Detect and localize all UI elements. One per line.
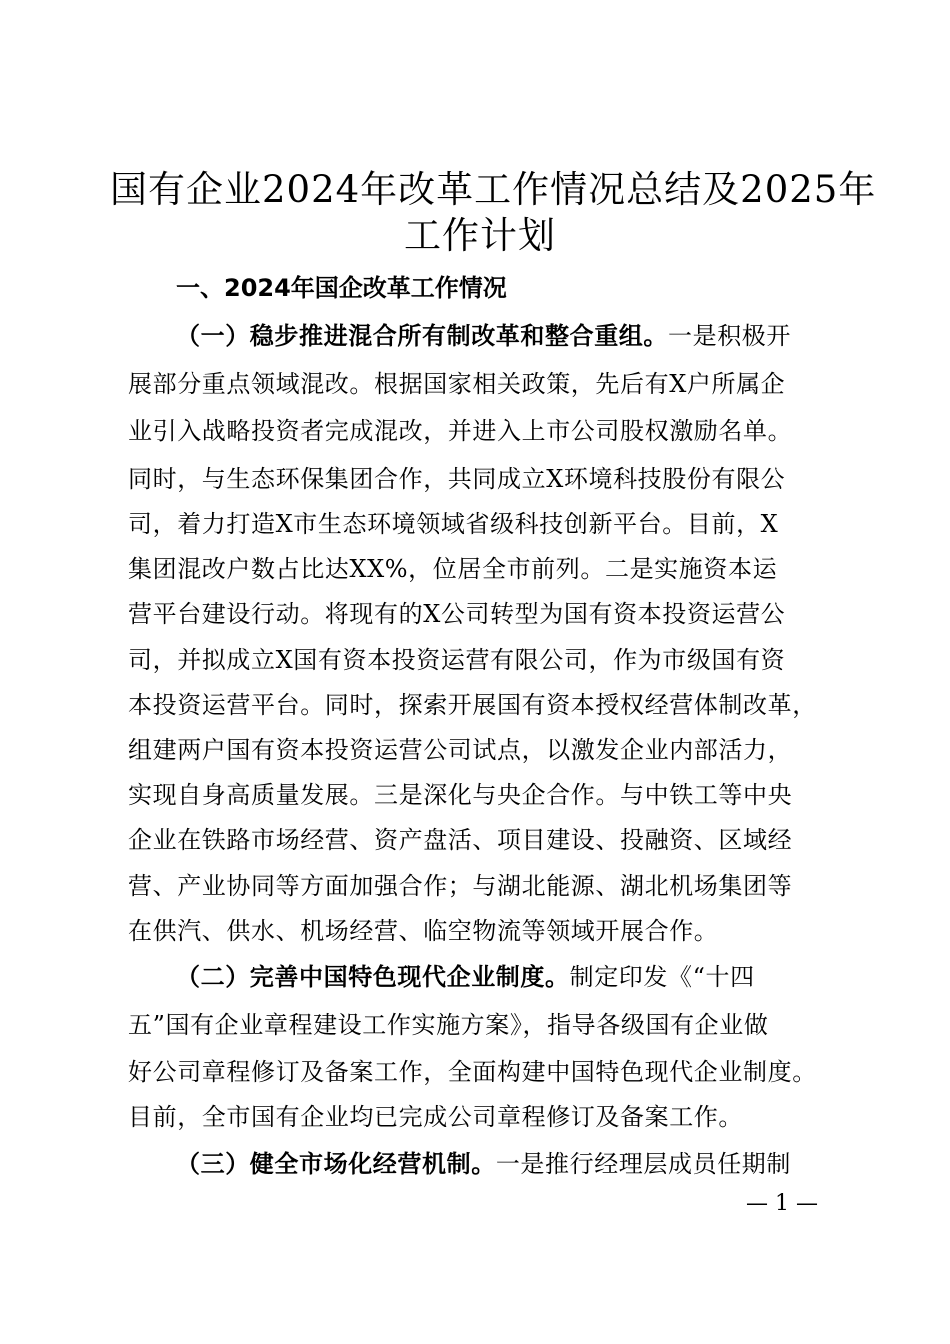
page-number: — 1 — xyxy=(746,1191,818,1216)
document-title-line-2: 工作计划 xyxy=(404,214,556,257)
paragraph-line: 实现自身高质量发展。三是深化与央企合作。与中铁工等中央 xyxy=(128,781,793,809)
paragraph-line: 营、产业协同等方面加强合作；与湖北能源、湖北机场集团等 xyxy=(128,872,793,900)
paragraph-text: 制定印发《“十四 xyxy=(569,963,755,991)
paragraph-line: 五”国有企业章程建设工作实施方案》，指导各级国有企业做 xyxy=(128,1011,769,1039)
paragraph-line xyxy=(176,957,828,997)
paragraph-subheading: （一）稳步推进混合所有制改革和整合重组。 xyxy=(176,322,668,350)
paragraph-line: 在供汽、供水、机场经营、临空物流等领域开展合作。 xyxy=(128,917,719,945)
paragraph-line: 营平台建设行动。将现有的X公司转型为国有资本投资运营公 xyxy=(128,600,786,628)
section-heading: 一、2024年国企改革工作情况 xyxy=(176,274,507,302)
paragraph-text: 一是推行经理层成员任期制 xyxy=(495,1150,792,1178)
paragraph-subheading: （三）健全市场化经营机制。 xyxy=(176,1150,496,1178)
paragraph-line: 同时，与生态环保集团合作，共同成立X环境科技股份有限公 xyxy=(128,465,786,493)
paragraph-line: 业引入战略投资者完成混改，并进入上市公司股权激励名单。 xyxy=(128,417,793,445)
paragraph-subheading: （二）完善中国特色现代企业制度。 xyxy=(176,963,570,991)
paragraph-line: 组建两户国有资本投资运营公司试点，以激发企业内部活力， xyxy=(128,736,793,764)
paragraph-line: 企业在铁路市场经营、资产盘活、项目建设、投融资、区域经 xyxy=(128,826,793,854)
paragraph-line: 司，并拟成立X国有资本投资运营有限公司，作为市级国有资 xyxy=(128,646,786,674)
paragraph-line: 展部分重点领域混改。根据国家相关政策，先后有X户所属企 xyxy=(128,370,786,398)
paragraph-line: 目前，全市国有企业均已完成公司章程修订及备案工作。 xyxy=(128,1103,743,1131)
paragraph-line: 好公司章程修订及备案工作，全面构建中国特色现代企业制度。 xyxy=(128,1058,817,1086)
paragraph-line xyxy=(176,1144,828,1184)
paragraph-line: 司，着力打造X市生态环境领域省级科技创新平台。目前，X xyxy=(128,510,779,538)
paragraph-line xyxy=(176,316,828,356)
paragraph-line: 本投资运营平台。同时，探索开展国有资本授权经营体制改革， xyxy=(128,691,817,719)
document-title-line-1: 国有企业2024年改革工作情况总结及2025年 xyxy=(110,168,877,211)
paragraph-line: 集团混改户数占比达XX%，位居全市前列。二是实施资本运 xyxy=(128,555,778,583)
paragraph-text: 一是积极开 xyxy=(668,322,791,350)
